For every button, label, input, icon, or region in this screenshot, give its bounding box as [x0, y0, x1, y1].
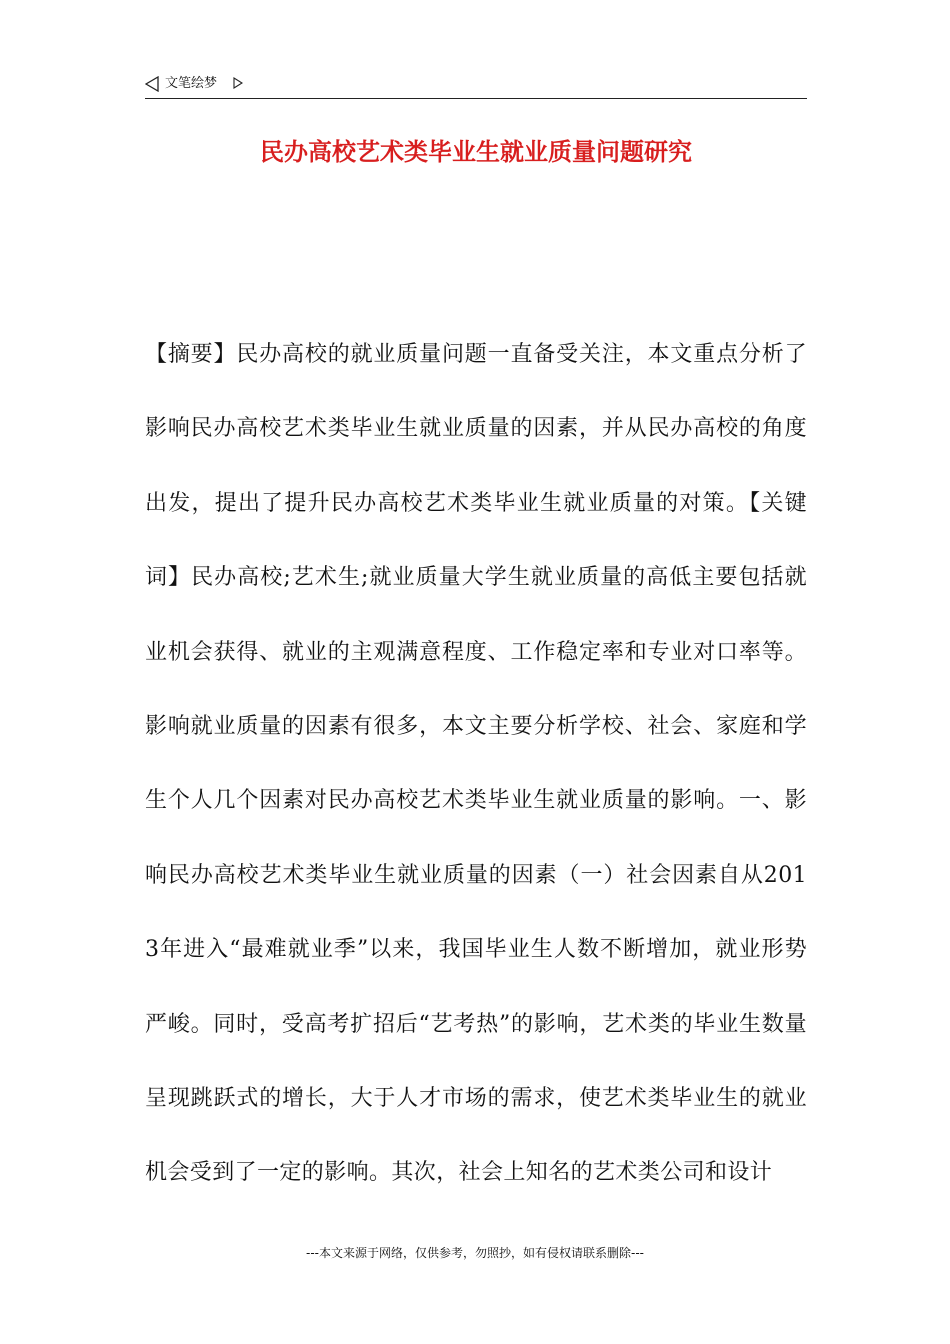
triangle-left-outline-icon — [145, 76, 159, 92]
header-brand: 文笔绘梦 — [165, 76, 218, 91]
document-title: 民办高校艺术类毕业生就业质量问题研究 — [260, 137, 692, 166]
footer-notice: ---本文来源于网络，仅供参考，勿照抄，如有侵权请联系删除--- — [306, 1246, 644, 1260]
page-header — [145, 72, 807, 99]
document-body: 【摘要】民办高校的就业质量问题一直备受关注，本文重点分析了影响民办高校艺术类毕业生就业质量的因素，并从民办高校的角度出发，提出了提升民办高校艺术类毕业生就业质量的对策。【关键词】民办高校;艺术生;就业质量大学生就业质量的高低主要包括就业机会获得、就业的主观满意程度、工作稳定率和专业对口率等。影响就业质量的因素有很多，本文主要分析学校、社会、家庭和学生个人几个因素对民办高校艺术类毕业生就业质量的影响。一、影响民办高校艺术类毕业生就业质量的因素（一）社会因素自从2013年进入“最难就业季”以来，我国毕业生人数不断增加，就业形势严峻。同时，受高考扩招后“艺考热”的影响，艺术类的毕业生数量呈现跳跃式的增长，大于人才市场的需求，使艺术类毕业生的就业机会受到了一定的影响。其次，社会上知名的艺术类公司和设计 — [145, 342, 807, 1186]
triangle-right-outline-icon — [233, 77, 243, 89]
